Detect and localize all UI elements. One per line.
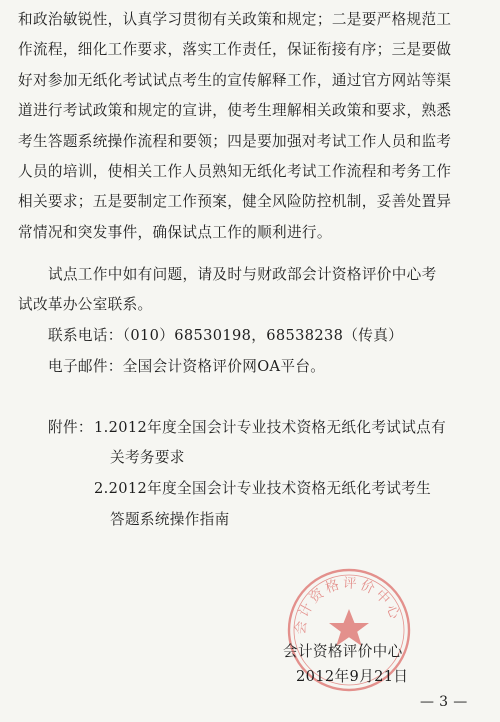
attachments-label: 附件： — [48, 419, 93, 436]
contact-paragraph-line: 试点工作中如有问题，请及时与财政部会计资格评价中心考 — [48, 266, 437, 283]
attachment-item-2-cont: 答题系统操作指南 — [110, 511, 230, 528]
contact-paragraph-line: 试改革办公室联系。 — [18, 296, 153, 313]
attachment-item-2: 2.2012年度全国会计专业技术资格无纸化考试考生 — [94, 480, 432, 497]
issuer-signature: 会计资格评价中心 — [283, 643, 403, 660]
paragraph-line: 考生答题系统操作流程和要领；四是要加强对考试工作人员和监考 — [18, 132, 452, 150]
page-number: — 3 — — [420, 694, 468, 710]
paragraph-line: 道进行考试政策和规定的宣讲，使考生理解相关政策和要求，熟悉 — [18, 102, 452, 120]
paragraph-line: 作流程，细化工作要求，落实工作责任，保证衔接有序；三是要做 — [18, 41, 452, 59]
attachment-item-1-cont: 关考务要求 — [110, 449, 185, 466]
paragraph-line: 和政治敏锐性，认真学习贯彻有关政策和规定；二是要严格规范工 — [18, 11, 452, 28]
contact-phone: 联系电话：（010）68530198，68538238（传真） — [48, 327, 404, 344]
contact-email: 电子邮件：全国会计资格评价网OA平台。 — [48, 358, 326, 375]
paragraph-line: 相关要求；五是要制定工作预案，健全风险防控机制，妥善处置异 — [18, 193, 452, 211]
paragraph-line: 常情况和突发事件，确保试点工作的顺利进行。 — [18, 223, 332, 241]
issue-date: 2012年9月21日 — [296, 668, 409, 685]
body-paragraph — [18, 5, 488, 248]
attachment-item-1: 1.2012年度全国会计专业技术资格无纸化考试试点有 — [94, 419, 447, 436]
paragraph-line: 好对参加无纸化考试试点考生的宣传解释工作，通过官方网站等渠 — [18, 71, 452, 89]
seal-text: 会计资格评价中心 — [292, 575, 404, 636]
paragraph-line: 人员的培训，使相关工作人员熟知无纸化考试工作流程和考务工作 — [18, 163, 452, 181]
